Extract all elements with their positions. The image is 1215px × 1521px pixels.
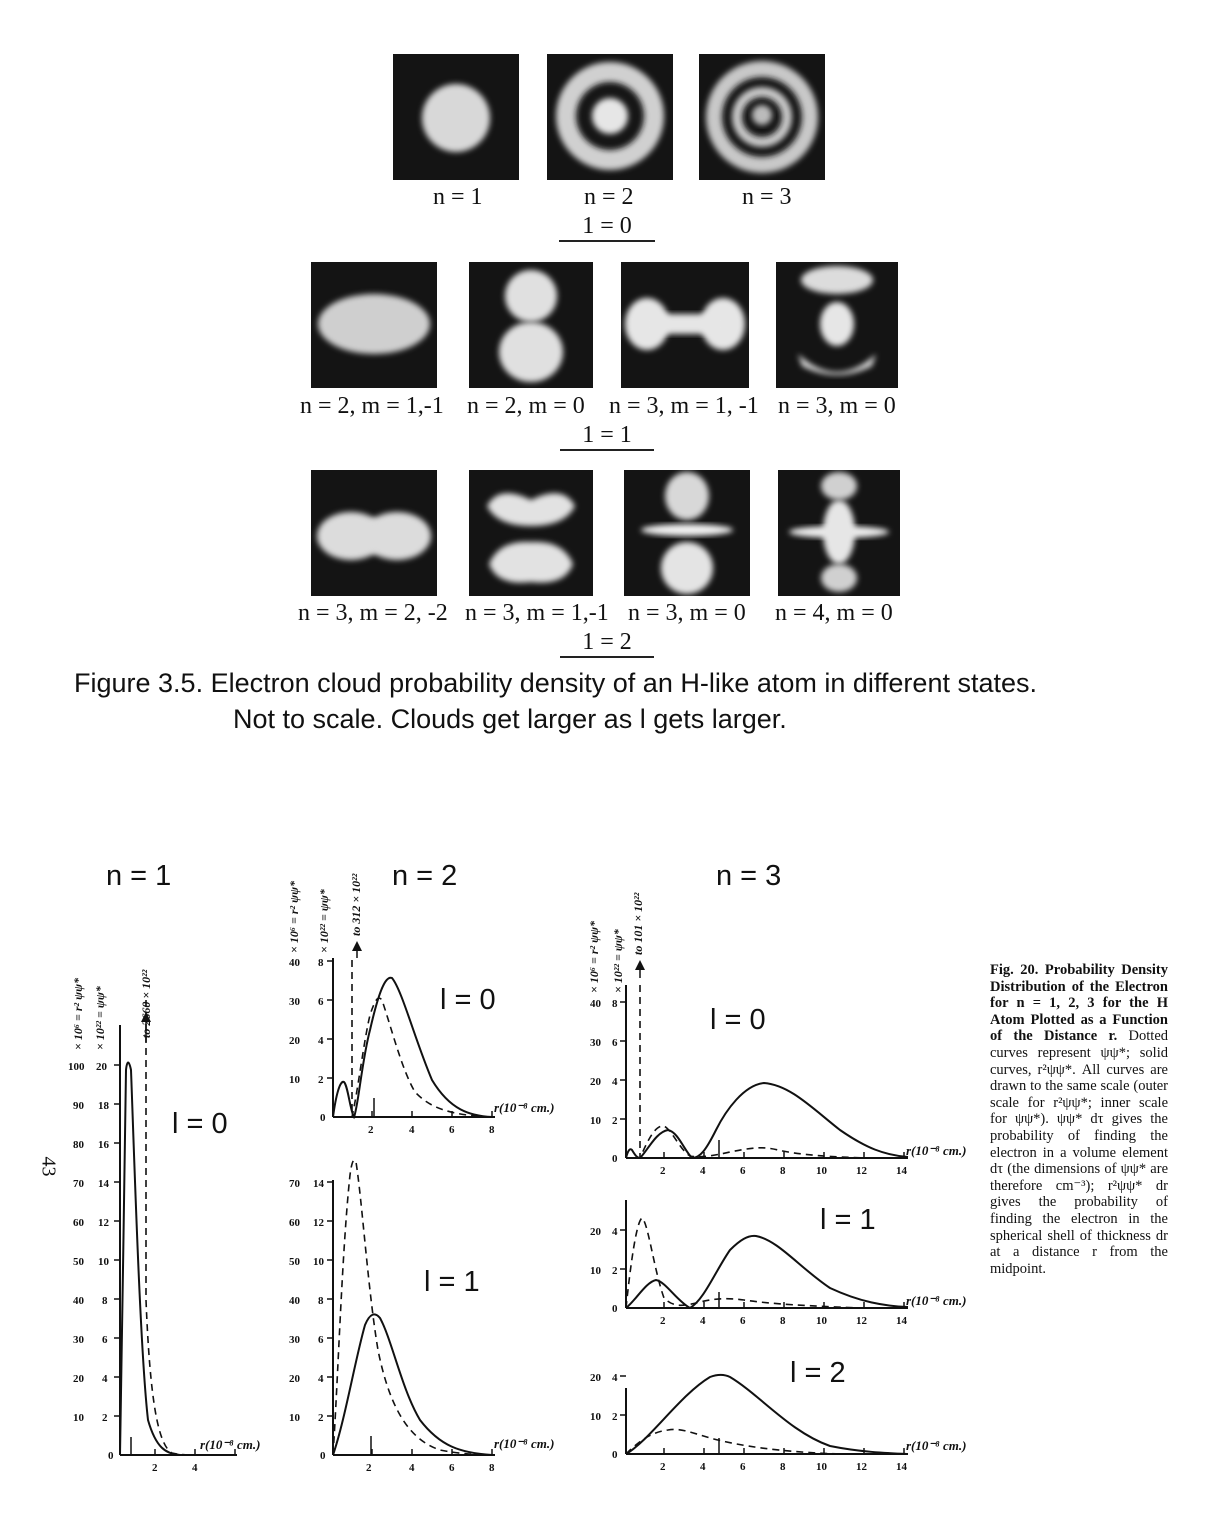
svg-text:2: 2 xyxy=(368,1124,374,1136)
svg-text:2: 2 xyxy=(152,1462,158,1474)
state-label: n = 2, m = 0 xyxy=(467,393,585,419)
svg-text:14: 14 xyxy=(896,1461,907,1473)
plot-heading-n1: n = 1 xyxy=(106,860,172,892)
plot-l-label: l = 0 xyxy=(172,1108,228,1140)
svg-text:8: 8 xyxy=(318,1295,324,1307)
svg-text:6: 6 xyxy=(612,1037,618,1049)
svg-text:10: 10 xyxy=(816,1315,827,1327)
svg-text:40: 40 xyxy=(73,1295,84,1307)
svg-text:16: 16 xyxy=(98,1139,109,1151)
svg-text:20: 20 xyxy=(96,1061,107,1073)
svg-text:20: 20 xyxy=(289,1035,300,1047)
arrow-label-n2: to 312 × 10²² xyxy=(349,873,363,936)
l-group-label: 1 = 0 xyxy=(559,213,655,242)
svg-text:12: 12 xyxy=(313,1217,324,1229)
svg-text:4: 4 xyxy=(612,1372,618,1384)
svg-text:30: 30 xyxy=(289,996,300,1008)
outer-scale-label: × 10⁶ = r² ψψ* xyxy=(287,880,301,953)
plot-l-label: l = 1 xyxy=(820,1204,876,1236)
svg-text:10: 10 xyxy=(816,1165,827,1177)
svg-text:6: 6 xyxy=(740,1461,746,1473)
axis-unit-label: r(10⁻⁸ cm.) xyxy=(906,1143,967,1158)
axis-unit-label: r(10⁻⁸ cm.) xyxy=(906,1293,967,1308)
svg-text:14: 14 xyxy=(98,1178,109,1190)
svg-text:30: 30 xyxy=(73,1334,84,1346)
svg-text:4: 4 xyxy=(700,1165,706,1177)
plot-heading-n3: n = 3 xyxy=(716,860,782,892)
state-label: n = 3, m = 1, -1 xyxy=(609,393,759,419)
svg-text:10: 10 xyxy=(73,1412,84,1424)
svg-text:80: 80 xyxy=(73,1139,84,1151)
svg-text:4: 4 xyxy=(318,1373,324,1385)
svg-text:6: 6 xyxy=(102,1334,108,1346)
svg-text:14: 14 xyxy=(313,1178,324,1190)
outer-scale-label: × 10⁶ = r² ψψ* xyxy=(71,977,85,1050)
svg-text:4: 4 xyxy=(700,1461,706,1473)
svg-text:10: 10 xyxy=(289,1412,300,1424)
fig20-body: Dotted curves represent ψψ*; solid curves, r²ψψ*. All curves are drawn to the same scale (outer scale for r²ψψ*; inner scale for ψψ*). ψψ* dτ gives the probability of finding the electron in a volume element dτ (the dimensions of ψψ* are therefore cm⁻³); r²ψψ* dr gives the probability of finding the electron in the spherical shell of thickness dr at a distance r from the midpoint. xyxy=(990,1028,1169,1277)
svg-text:2: 2 xyxy=(612,1411,618,1423)
svg-text:2: 2 xyxy=(660,1165,666,1177)
svg-text:10: 10 xyxy=(313,1256,324,1268)
fig20-title: Fig. 20. Probability Density Distribution of the Electron for n = 1, 2, 3 for the H Atom Plotted as a Function of the Distance r. xyxy=(990,962,1168,1045)
svg-text:40: 40 xyxy=(289,957,300,969)
svg-text:10: 10 xyxy=(590,1265,601,1277)
state-label: n = 3, m = 0 xyxy=(628,600,746,626)
svg-text:6: 6 xyxy=(318,996,324,1008)
svg-text:4: 4 xyxy=(612,1226,618,1238)
svg-text:12: 12 xyxy=(98,1217,109,1229)
svg-text:50: 50 xyxy=(73,1256,84,1268)
state-label: n = 3, m = 1,-1 xyxy=(465,600,609,626)
plot-l-label: l = 2 xyxy=(790,1357,846,1389)
svg-text:2: 2 xyxy=(102,1412,108,1424)
svg-text:2: 2 xyxy=(612,1265,618,1277)
svg-text:0: 0 xyxy=(612,1449,618,1461)
svg-text:2: 2 xyxy=(660,1461,666,1473)
svg-text:10: 10 xyxy=(289,1074,300,1086)
state-label: n = 3, m = 0 xyxy=(778,393,896,419)
svg-text:0: 0 xyxy=(612,1303,618,1315)
svg-text:20: 20 xyxy=(590,1226,601,1238)
svg-text:20: 20 xyxy=(590,1076,601,1088)
plot-heading-n2: n = 2 xyxy=(392,860,458,892)
svg-text:4: 4 xyxy=(102,1373,108,1385)
svg-text:30: 30 xyxy=(289,1334,300,1346)
svg-text:18: 18 xyxy=(98,1100,109,1112)
svg-text:20: 20 xyxy=(590,1372,601,1384)
svg-text:40: 40 xyxy=(590,998,601,1010)
axis-unit-label: r(10⁻⁸ cm.) xyxy=(200,1437,261,1452)
figure-caption-line2: Not to scale. Clouds get larger as l gets larger. xyxy=(233,704,787,734)
plot-l-label: l = 0 xyxy=(710,1004,766,1036)
plot-l-label: l = 0 xyxy=(440,984,496,1016)
svg-text:70: 70 xyxy=(289,1178,300,1190)
svg-text:10: 10 xyxy=(590,1115,601,1127)
l-group-label: 1 = 1 xyxy=(560,422,654,451)
svg-text:12: 12 xyxy=(856,1165,867,1177)
svg-text:6: 6 xyxy=(740,1315,746,1327)
svg-text:20: 20 xyxy=(289,1373,300,1385)
state-label: n = 3, m = 2, -2 xyxy=(298,600,448,626)
svg-text:12: 12 xyxy=(856,1315,867,1327)
svg-text:8: 8 xyxy=(102,1295,108,1307)
svg-text:8: 8 xyxy=(318,957,324,969)
arrow-label-n3: to 101 × 10²² xyxy=(631,892,645,955)
svg-text:4: 4 xyxy=(318,1035,324,1047)
svg-text:90: 90 xyxy=(73,1100,84,1112)
svg-text:6: 6 xyxy=(740,1165,746,1177)
svg-text:70: 70 xyxy=(73,1178,84,1190)
svg-text:30: 30 xyxy=(590,1037,601,1049)
svg-text:8: 8 xyxy=(489,1124,495,1136)
svg-text:10: 10 xyxy=(816,1461,827,1473)
fig20-caption xyxy=(990,962,1168,1277)
svg-text:0: 0 xyxy=(612,1153,618,1165)
svg-text:12: 12 xyxy=(856,1461,867,1473)
outer-scale-label: × 10⁶ = r² ψψ* xyxy=(587,920,601,993)
svg-text:4: 4 xyxy=(409,1124,415,1136)
inner-scale-label: × 10²² = ψψ* xyxy=(317,889,331,953)
arrow-label-n1: to 2660 × 10²² xyxy=(139,969,153,1038)
tick-labels-n2 xyxy=(289,957,495,1474)
axis-unit-label: r(10⁻⁸ cm.) xyxy=(494,1100,555,1115)
svg-text:2: 2 xyxy=(318,1074,324,1086)
inner-scale-label: × 10²² = ψψ* xyxy=(93,986,107,1050)
svg-text:60: 60 xyxy=(73,1217,84,1229)
svg-text:6: 6 xyxy=(449,1462,455,1474)
svg-text:10: 10 xyxy=(590,1411,601,1423)
svg-text:6: 6 xyxy=(449,1124,455,1136)
state-label: n = 2 xyxy=(584,184,634,210)
state-label: n = 2, m = 1,-1 xyxy=(300,393,444,419)
state-label: n = 3 xyxy=(742,184,792,210)
svg-text:2: 2 xyxy=(366,1462,372,1474)
svg-text:40: 40 xyxy=(289,1295,300,1307)
svg-text:8: 8 xyxy=(780,1461,786,1473)
svg-text:20: 20 xyxy=(73,1373,84,1385)
l-group-label: 1 = 2 xyxy=(560,629,654,658)
svg-text:50: 50 xyxy=(289,1256,300,1268)
svg-text:2: 2 xyxy=(660,1315,666,1327)
svg-text:0: 0 xyxy=(320,1450,326,1462)
svg-text:8: 8 xyxy=(780,1315,786,1327)
svg-text:60: 60 xyxy=(289,1217,300,1229)
svg-text:8: 8 xyxy=(489,1462,495,1474)
inner-scale-label: × 10²² = ψψ* xyxy=(611,929,625,993)
figure-caption-line1: Figure 3.5. Electron cloud probability density of an H-like atom in different states. xyxy=(74,668,1037,698)
svg-text:4: 4 xyxy=(192,1462,198,1474)
svg-text:2: 2 xyxy=(612,1115,618,1127)
page-number: 43 xyxy=(37,1156,60,1177)
plot-l-label: l = 1 xyxy=(424,1266,480,1298)
state-label: n = 4, m = 0 xyxy=(775,600,893,626)
svg-text:2: 2 xyxy=(318,1412,324,1424)
svg-text:4: 4 xyxy=(409,1462,415,1474)
svg-text:0: 0 xyxy=(108,1450,114,1462)
state-label: n = 1 xyxy=(433,184,483,210)
svg-text:100: 100 xyxy=(68,1061,85,1073)
svg-text:14: 14 xyxy=(896,1315,907,1327)
svg-text:4: 4 xyxy=(612,1076,618,1088)
svg-text:8: 8 xyxy=(780,1165,786,1177)
svg-text:8: 8 xyxy=(612,998,618,1010)
svg-text:10: 10 xyxy=(98,1256,109,1268)
svg-text:0: 0 xyxy=(320,1112,326,1124)
axis-unit-label: r(10⁻⁸ cm.) xyxy=(494,1436,555,1451)
axis-unit-label: r(10⁻⁸ cm.) xyxy=(906,1438,967,1453)
svg-text:6: 6 xyxy=(318,1334,324,1346)
svg-text:4: 4 xyxy=(700,1315,706,1327)
svg-text:14: 14 xyxy=(896,1165,907,1177)
